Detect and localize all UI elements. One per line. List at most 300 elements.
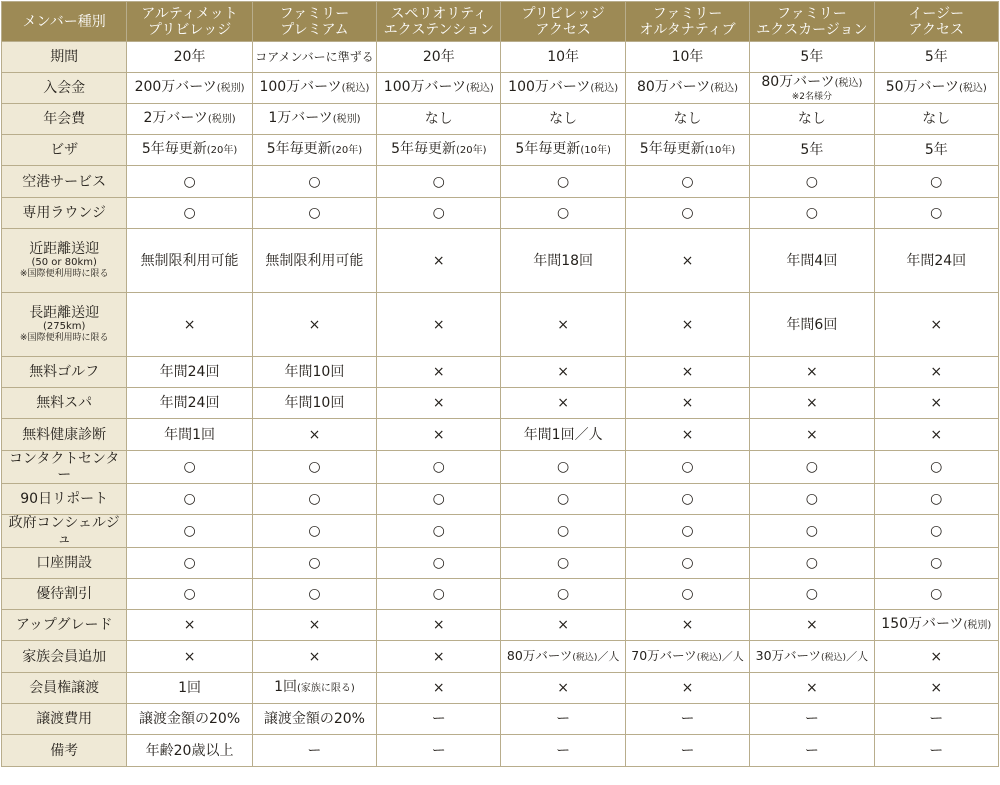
table-cell xyxy=(377,641,501,673)
table-cell xyxy=(252,198,376,229)
cell-value: ○ xyxy=(183,555,196,571)
cell-value: ○ xyxy=(930,459,943,475)
cell-value: 20年 xyxy=(422,49,455,65)
table-cell xyxy=(127,735,252,767)
cell-per-person: ／人 xyxy=(597,649,620,663)
cell-value: ー xyxy=(431,742,446,759)
table-cell xyxy=(377,229,501,293)
cell-value: ○ xyxy=(183,205,196,221)
table-cell xyxy=(501,166,625,198)
table-cell xyxy=(127,104,252,135)
table-row xyxy=(2,548,999,579)
column-header-line1: ファミリー xyxy=(777,5,847,22)
cell-value: 5年 xyxy=(924,142,948,158)
table-cell xyxy=(501,484,625,515)
cell-value: ○ xyxy=(681,173,694,190)
cell-value: × xyxy=(681,680,694,696)
cell-tax-note: (20年) xyxy=(206,145,238,156)
cell-value: 5年 xyxy=(924,49,948,65)
cell-value: × xyxy=(681,617,694,633)
table-cell xyxy=(750,135,874,166)
cell-tax-note: (20年) xyxy=(331,145,363,156)
row-label xyxy=(2,388,127,419)
column-header-line1: イージー xyxy=(908,5,965,22)
cell-value: ○ xyxy=(930,491,943,507)
cell-value: ー xyxy=(680,742,695,759)
cell-value: × xyxy=(681,316,694,333)
row-label xyxy=(2,73,127,104)
table-cell xyxy=(750,579,874,610)
cell-value: × xyxy=(432,364,445,380)
table-cell xyxy=(127,388,252,419)
cell-value: × xyxy=(930,426,943,443)
table-row xyxy=(2,515,999,548)
cell-value: × xyxy=(557,395,570,411)
cell-value: × xyxy=(930,316,943,333)
table-row xyxy=(2,42,999,73)
row-label-sub: (50 or 80km) xyxy=(31,257,97,268)
cell-value: × xyxy=(432,316,445,333)
row-label-text: 口座開設 xyxy=(36,555,93,571)
table-cell xyxy=(377,548,501,579)
table-cell xyxy=(252,73,376,104)
row-label-text: 政府コンシェルジュ xyxy=(8,515,120,547)
table-cell xyxy=(874,673,998,704)
cell-value: × xyxy=(432,252,445,269)
row-label xyxy=(2,515,127,548)
table-cell xyxy=(874,73,998,104)
table-cell xyxy=(252,42,376,73)
table-cell xyxy=(501,419,625,451)
table-cell xyxy=(874,735,998,767)
table-cell xyxy=(127,357,252,388)
cell-value: ○ xyxy=(557,555,570,571)
table-row xyxy=(2,293,999,357)
cell-value: コアメンバーに準ずる xyxy=(255,50,374,64)
table-cell xyxy=(127,293,252,357)
column-header-line1: ファミリー xyxy=(652,5,723,22)
table-cell xyxy=(625,548,749,579)
row-label xyxy=(2,451,127,484)
table-cell xyxy=(750,419,874,451)
cell-value: 2万バーツ xyxy=(143,110,208,126)
table-cell xyxy=(252,610,376,641)
table-cell xyxy=(750,484,874,515)
row-label xyxy=(2,198,127,229)
table-cell xyxy=(252,484,376,515)
cell-value: 30万バーツ xyxy=(755,647,822,663)
cell-value: 年間24回 xyxy=(159,395,220,411)
cell-value: ○ xyxy=(681,586,694,602)
table-row xyxy=(2,419,999,451)
table-cell xyxy=(377,293,501,357)
table-cell xyxy=(625,357,749,388)
cell-value: ー xyxy=(556,711,571,727)
row-label-text: 専用ラウンジ xyxy=(22,205,107,221)
cell-value: ○ xyxy=(308,459,321,475)
cell-value: ○ xyxy=(557,523,570,539)
table-cell xyxy=(127,166,252,198)
cell-value: 無制限利用可能 xyxy=(140,252,239,269)
cell-value: ○ xyxy=(183,173,196,190)
table-cell xyxy=(501,73,625,104)
column-header-7 xyxy=(874,2,998,42)
table-cell xyxy=(127,610,252,641)
table-cell xyxy=(377,104,501,135)
column-header-line2: アクセス xyxy=(535,21,591,38)
cell-value: 5年 xyxy=(800,142,824,158)
column-header-3 xyxy=(377,2,501,42)
cell-value: 80万バーツ xyxy=(761,73,835,90)
table-cell xyxy=(252,548,376,579)
cell-value: × xyxy=(432,680,445,696)
table-cell xyxy=(750,515,874,548)
row-label-note: ※国際便利用時に限る xyxy=(19,269,109,279)
row-label-text: 空港サービス xyxy=(22,173,107,190)
cell-value: 150万バーツ xyxy=(881,616,964,632)
cell-value: ○ xyxy=(805,491,818,507)
column-header-line2: エクステンション xyxy=(383,21,494,38)
table-cell xyxy=(625,419,749,451)
cell-value: 譲渡金額の20% xyxy=(263,711,365,727)
table-cell xyxy=(874,484,998,515)
table-cell xyxy=(252,293,376,357)
table-cell xyxy=(501,293,625,357)
table-cell xyxy=(127,704,252,735)
table-row xyxy=(2,388,999,419)
cell-value: × xyxy=(681,252,694,269)
cell-value: ○ xyxy=(930,555,943,571)
cell-value: × xyxy=(432,648,445,665)
table-cell xyxy=(252,515,376,548)
cell-value: ○ xyxy=(805,205,818,221)
cell-value: ○ xyxy=(183,459,196,475)
cell-tax-note: (税込) xyxy=(710,83,739,94)
cell-value: 年齢20歳以上 xyxy=(145,742,234,759)
table-cell xyxy=(377,735,501,767)
column-header-line2: エクスカージョン xyxy=(756,21,868,38)
cell-value: × xyxy=(432,426,445,443)
table-cell xyxy=(127,198,252,229)
cell-tax-note: (税別) xyxy=(332,114,361,125)
cell-value: 1万バーツ xyxy=(268,110,333,126)
cell-value: × xyxy=(806,395,818,411)
table-cell xyxy=(127,673,252,704)
cell-value: 5年毎更新 xyxy=(639,141,705,157)
table-cell xyxy=(127,42,252,73)
column-header-line1: アルティメット xyxy=(141,5,238,22)
table-cell xyxy=(252,451,376,484)
table-cell xyxy=(750,73,874,104)
cell-value: 年間24回 xyxy=(906,252,967,269)
cell-value: × xyxy=(308,426,321,443)
table-cell xyxy=(625,704,749,735)
table-cell xyxy=(127,484,252,515)
row-label xyxy=(2,673,127,704)
cell-value: ○ xyxy=(432,205,445,221)
cell-value: ー xyxy=(307,742,322,759)
table-cell xyxy=(501,229,625,293)
cell-value: × xyxy=(806,364,818,380)
cell-value: ○ xyxy=(432,523,445,539)
cell-value: × xyxy=(308,648,321,665)
cell-value: ○ xyxy=(557,491,570,507)
cell-value: 80万バーツ xyxy=(506,647,573,663)
cell-tax-note: (税別) xyxy=(207,114,236,125)
row-label-text: 優待割引 xyxy=(36,586,93,602)
row-label xyxy=(2,641,127,673)
cell-value: × xyxy=(308,316,321,333)
cell-value: ○ xyxy=(681,523,694,539)
row-label xyxy=(2,293,127,357)
table-cell xyxy=(252,704,376,735)
table-row xyxy=(2,704,999,735)
row-label-text: 長距離送迎 xyxy=(29,305,100,321)
table-row xyxy=(2,673,999,704)
table-cell xyxy=(501,42,625,73)
table-cell xyxy=(874,198,998,229)
row-label xyxy=(2,610,127,641)
table-cell xyxy=(750,704,874,735)
cell-value: × xyxy=(183,648,196,665)
table-cell xyxy=(252,104,376,135)
cell-value: 100万バーツ xyxy=(508,79,591,95)
column-header-line2: アクセス xyxy=(908,21,965,38)
row-label-text: 期間 xyxy=(50,49,79,65)
table-cell xyxy=(501,610,625,641)
cell-tax-note: (税込) xyxy=(959,83,987,94)
column-header-line1: ファミリー xyxy=(279,5,350,22)
table-cell xyxy=(874,293,998,357)
column-header-line2: プリビレッジ xyxy=(147,21,232,38)
table-cell xyxy=(750,293,874,357)
table-cell xyxy=(377,166,501,198)
cell-value: 年間10回 xyxy=(284,395,345,411)
table-cell xyxy=(501,135,625,166)
table-cell xyxy=(625,73,749,104)
table-cell xyxy=(750,229,874,293)
row-label xyxy=(2,104,127,135)
row-label-sub: (275km) xyxy=(42,321,86,332)
cell-value: × xyxy=(183,617,196,633)
table-cell xyxy=(377,198,501,229)
table-row xyxy=(2,451,999,484)
table-cell xyxy=(252,357,376,388)
cell-value: 20年 xyxy=(173,49,206,65)
table-cell xyxy=(127,641,252,673)
cell-value: ○ xyxy=(805,459,818,475)
column-header-1 xyxy=(127,2,252,42)
cell-value: ○ xyxy=(557,205,570,221)
cell-value: ○ xyxy=(432,173,445,190)
table-cell xyxy=(750,104,874,135)
membership-comparison-table xyxy=(1,1,999,767)
table-cell xyxy=(625,515,749,548)
table-cell xyxy=(625,579,749,610)
cell-value: ○ xyxy=(557,459,570,475)
cell-value: × xyxy=(930,364,943,380)
cell-value: ○ xyxy=(432,491,445,507)
cell-tax-note: (税込) xyxy=(341,83,370,94)
row-label xyxy=(2,735,127,767)
table-cell xyxy=(377,42,501,73)
cell-value: 5年毎更新 xyxy=(515,141,581,157)
table-cell xyxy=(501,579,625,610)
table-row xyxy=(2,484,999,515)
cell-value: 年間4回 xyxy=(786,252,838,269)
cell-value: ー xyxy=(929,711,944,727)
row-label-text: 無料ゴルフ xyxy=(29,364,100,380)
table-cell xyxy=(874,548,998,579)
column-header-line2: オルタナティブ xyxy=(639,21,736,38)
table-cell xyxy=(501,515,625,548)
table-cell xyxy=(127,419,252,451)
table-cell xyxy=(750,42,874,73)
table-cell xyxy=(377,704,501,735)
table-cell xyxy=(625,610,749,641)
table-cell xyxy=(252,419,376,451)
cell-value: ○ xyxy=(681,555,694,571)
table-cell xyxy=(127,73,252,104)
cell-value: × xyxy=(806,617,818,633)
cell-value: ○ xyxy=(681,491,694,507)
table-cell xyxy=(377,515,501,548)
cell-value: ○ xyxy=(183,586,196,602)
table-cell xyxy=(252,641,376,673)
cell-value: 年間10回 xyxy=(284,364,345,380)
cell-value: × xyxy=(930,648,943,665)
table-cell xyxy=(501,104,625,135)
cell-value: ○ xyxy=(308,555,321,571)
row-label-text: 90日リポート xyxy=(20,491,109,507)
cell-value: ○ xyxy=(805,173,818,190)
cell-footnote: ※2名様分 xyxy=(791,91,832,102)
cell-value: 100万バーツ xyxy=(383,79,466,95)
table-cell xyxy=(252,166,376,198)
table-cell xyxy=(252,229,376,293)
table-cell xyxy=(625,198,749,229)
table-cell xyxy=(252,735,376,767)
cell-tax-note: (税別) xyxy=(216,83,245,94)
table-cell xyxy=(874,419,998,451)
cell-value: ○ xyxy=(930,173,943,190)
table-cell xyxy=(377,419,501,451)
cell-tax-note: (税込) xyxy=(696,652,722,663)
table-cell xyxy=(874,42,998,73)
cell-value: ー xyxy=(804,742,819,759)
table-cell xyxy=(874,515,998,548)
row-label-text: 備考 xyxy=(50,742,79,759)
table-cell xyxy=(377,484,501,515)
table-row xyxy=(2,135,999,166)
row-label-note: ※国際便利用時に限る xyxy=(19,333,109,343)
row-label xyxy=(2,166,127,198)
table-cell xyxy=(501,451,625,484)
cell-value: 70万バーツ xyxy=(631,647,697,663)
cell-value: ○ xyxy=(183,523,196,539)
table-cell xyxy=(377,135,501,166)
row-label-text: コンタクトセンター xyxy=(8,451,120,483)
cell-value: × xyxy=(681,426,694,443)
table-row xyxy=(2,735,999,767)
table-cell xyxy=(625,104,749,135)
cell-tax-note: (税込) xyxy=(465,83,494,94)
column-header-5 xyxy=(625,2,749,42)
column-header-2 xyxy=(252,2,376,42)
cell-value: 年間6回 xyxy=(786,316,838,333)
row-label-text: アップグレード xyxy=(15,617,113,633)
cell-value: ○ xyxy=(557,586,570,602)
cell-value: 5年毎更新 xyxy=(141,141,207,157)
cell-value: ー xyxy=(431,711,446,727)
table-cell xyxy=(750,641,874,673)
table-cell xyxy=(750,451,874,484)
cell-per-person: ／人 xyxy=(846,649,869,663)
cell-value: ○ xyxy=(805,523,818,539)
header-membership-type: メンバー種別 xyxy=(2,2,127,42)
cell-value: ○ xyxy=(308,205,321,221)
table-cell xyxy=(874,357,998,388)
table-cell xyxy=(750,673,874,704)
table-cell xyxy=(501,548,625,579)
cell-value: 5年毎更新 xyxy=(391,141,456,157)
table-cell xyxy=(501,357,625,388)
table-cell xyxy=(750,548,874,579)
table-cell xyxy=(750,735,874,767)
table-cell xyxy=(625,735,749,767)
cell-value: 1回 xyxy=(274,679,297,695)
table-cell xyxy=(625,484,749,515)
cell-value: 年間18回 xyxy=(533,252,594,269)
table-body xyxy=(2,42,999,767)
row-label-text: 会員権譲渡 xyxy=(29,680,100,696)
row-label xyxy=(2,357,127,388)
table-cell xyxy=(625,388,749,419)
row-label xyxy=(2,484,127,515)
table-cell xyxy=(377,451,501,484)
cell-value: ○ xyxy=(805,555,818,571)
row-label xyxy=(2,135,127,166)
cell-value: 年間24回 xyxy=(159,364,220,380)
cell-value: × xyxy=(308,617,321,633)
row-label xyxy=(2,548,127,579)
table-cell xyxy=(252,673,376,704)
cell-value: ー xyxy=(929,742,944,759)
table-cell xyxy=(127,579,252,610)
table-cell xyxy=(127,548,252,579)
cell-value: 無制限利用可能 xyxy=(265,252,364,269)
cell-tax-note: (税込) xyxy=(572,652,598,663)
cell-value: × xyxy=(806,680,818,696)
column-header-line1: スペリオリティ xyxy=(390,5,488,22)
cell-value: ー xyxy=(680,711,695,727)
table-cell xyxy=(127,135,252,166)
cell-value: × xyxy=(432,395,445,411)
table-cell xyxy=(874,610,998,641)
cell-tax-note: (10年) xyxy=(580,145,611,156)
table-cell xyxy=(625,451,749,484)
row-label-text: 無料スパ xyxy=(36,395,93,411)
cell-value: × xyxy=(806,426,818,443)
row-label xyxy=(2,42,127,73)
table-cell xyxy=(750,198,874,229)
column-header-6 xyxy=(750,2,874,42)
cell-value: × xyxy=(681,395,694,411)
cell-value: ○ xyxy=(557,173,570,190)
table-cell xyxy=(874,229,998,293)
cell-value: ○ xyxy=(930,523,943,539)
cell-value: × xyxy=(432,617,445,633)
